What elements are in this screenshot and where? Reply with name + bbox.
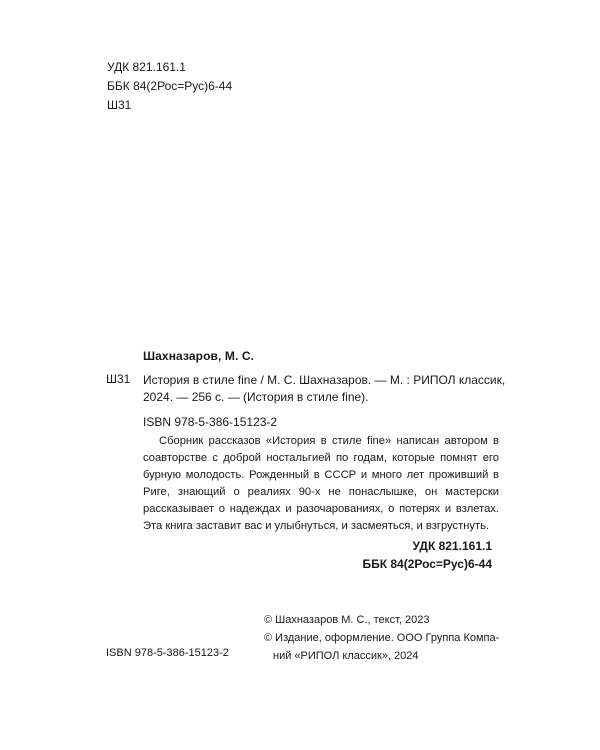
annotation-text: Сборник рассказов «История в стиле fine» написан автором в соавторстве с доброй ностальгией по годам, которые помнят его бурную молодость. Рожденный в СССР и много лет проживший в Риге, знающий о реалиях 90-х не понаслышке, он мастерски рассказывает о надеждах и разочарованиях, о потерях и взлетах. Эта книга заставит вас и улыбнуться, и засмеяться, и взгрустнуть. — [143, 435, 499, 532]
catalog-entry — [143, 372, 506, 406]
classification-codes-bottom — [362, 537, 492, 573]
catalog-line-2: 2024. — 256 с. — (История в стиле fine). — [143, 390, 369, 404]
bbk-code: ББК 84(2Рос=Рус)6-44 — [107, 79, 233, 93]
catalog-line-1: История в стиле fine / М. С. Шахназаров. — М. : РИПОЛ классик, — [143, 373, 506, 387]
udk-code: УДК 821.161.1 — [107, 60, 186, 74]
udk-code-bottom: УДК 821.161.1 — [412, 539, 492, 553]
copyright-line-2: © Издание, оформление. ООО Группа Компа- — [264, 632, 500, 644]
author-heading: Шахназаров, М. С. — [143, 349, 255, 363]
bbk-code-bottom: ББК 84(2Рос=Рус)6-44 — [362, 557, 492, 571]
copyright-block — [264, 611, 504, 665]
copyright-line-3: ний «РИПОЛ классик», 2024 — [273, 650, 419, 662]
catalog-author-mark: Ш31 — [106, 372, 131, 386]
isbn-bottom: ISBN 978-5-386-15123-2 — [106, 647, 229, 659]
catalog-isbn: ISBN 978-5-386-15123-2 — [143, 415, 278, 429]
author-mark: Ш31 — [107, 98, 132, 112]
copyright-line-1: © Шахназаров М. С., текст, 2023 — [264, 614, 430, 626]
classification-codes-top — [107, 58, 232, 115]
